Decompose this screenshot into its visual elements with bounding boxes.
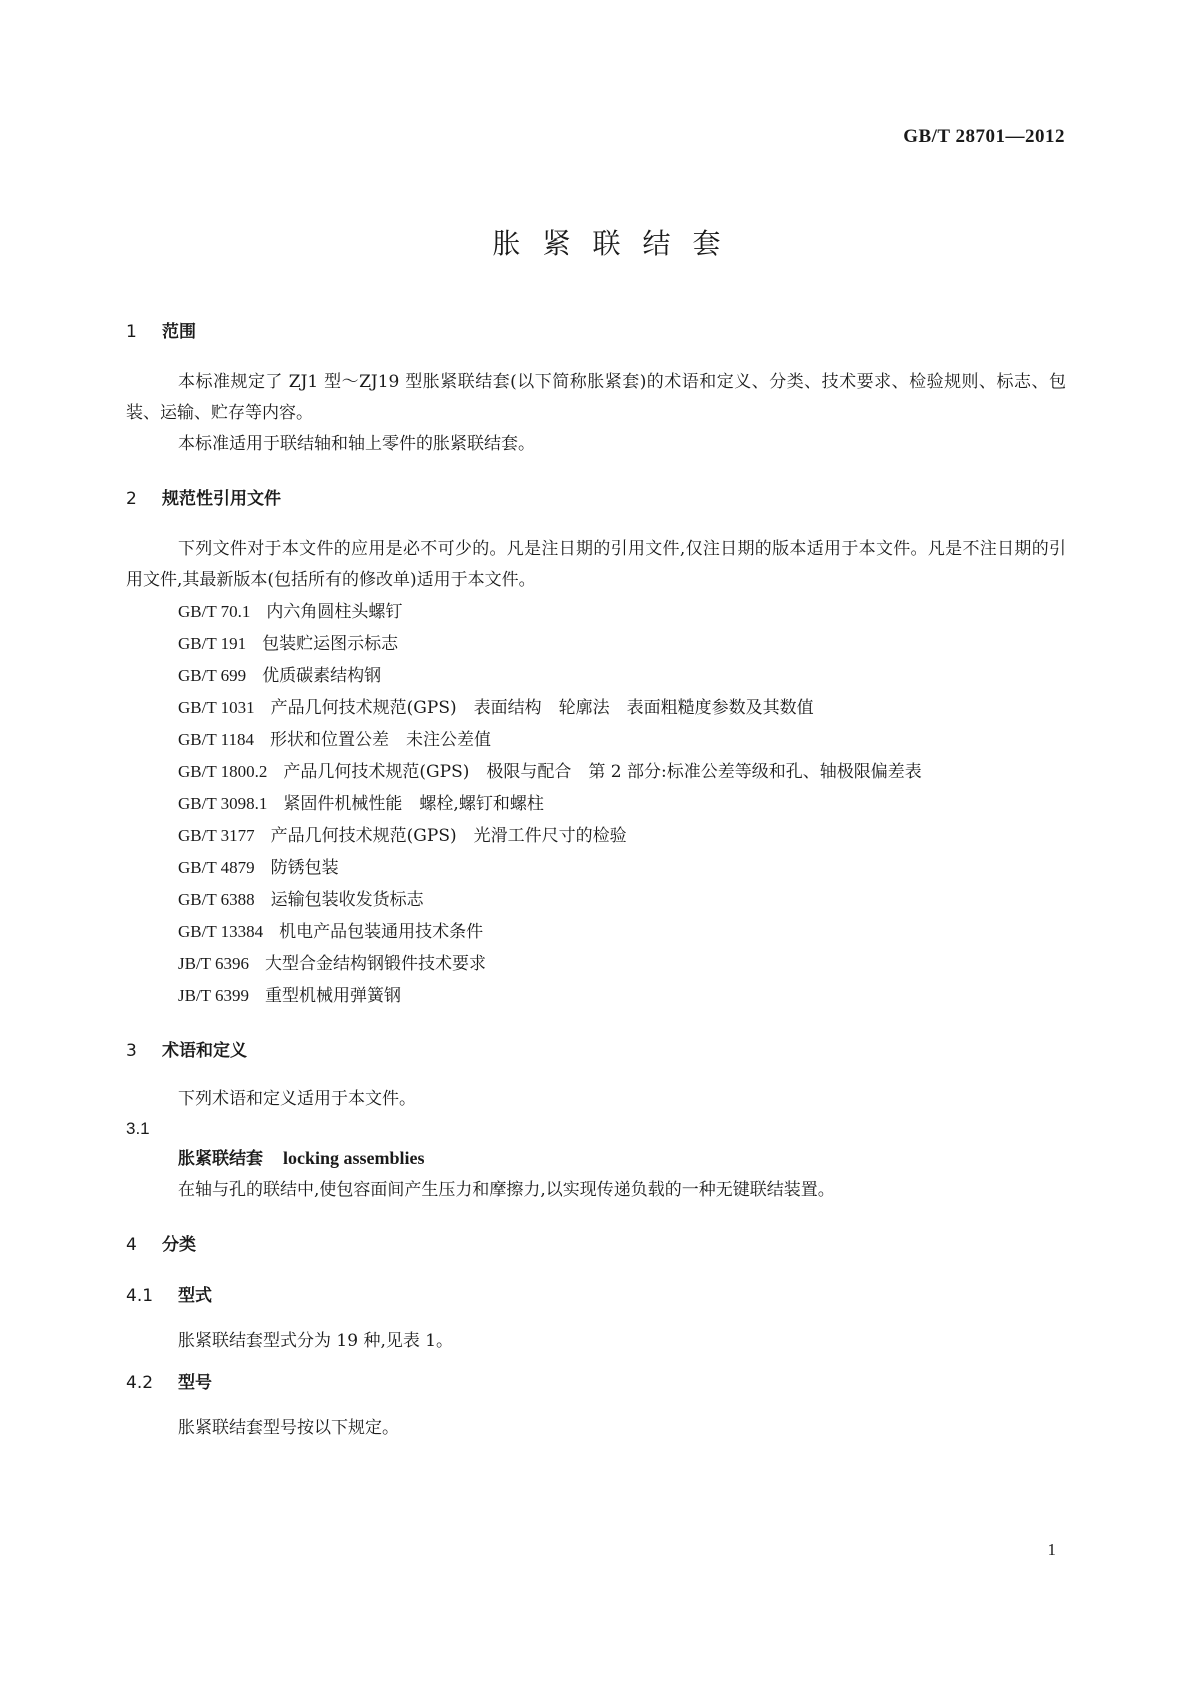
reference-item: JB/T 6399 重型机械用弹簧钢	[178, 986, 402, 1006]
section-title: 规范性引用文件	[162, 489, 281, 509]
reference-item: GB/T 4879 防锈包装	[178, 858, 339, 878]
term-english: locking assemblies	[283, 1148, 425, 1168]
paragraph: 下列术语和定义适用于本文件。	[178, 1089, 416, 1109]
document-body	[126, 318, 1066, 1444]
term-entry	[126, 1143, 1066, 1175]
reference-item: GB/T 699 优质碳素结构钢	[178, 666, 382, 686]
subsection-number: 4.2	[126, 1373, 154, 1393]
reference-item: JB/T 6396 大型合金结构钢锻件技术要求	[178, 954, 487, 974]
reference-item: GB/T 191 包装贮运图示标志	[178, 634, 399, 654]
section-number: 4	[126, 1235, 137, 1255]
term-chinese: 胀紧联结套	[178, 1149, 263, 1169]
paragraph: 本标准适用于联结轴和轴上零件的胀紧联结套。	[178, 434, 535, 454]
reference-item: GB/T 13384 机电产品包装通用技术条件	[178, 922, 484, 942]
page-number: 1	[1047, 1540, 1056, 1559]
reference-item: GB/T 70.1 内六角圆柱头螺钉	[178, 602, 403, 622]
section-title: 术语和定义	[162, 1041, 247, 1061]
reference-item: GB/T 1031 产品几何技术规范(GPS) 表面结构 轮廓法 表面粗糙度参数及其数值	[178, 698, 814, 718]
subsection-4-2-heading	[126, 1369, 1066, 1397]
section-number: 1	[126, 322, 137, 342]
paragraph: 本标准规定了 ZJ1 型～ZJ19 型胀紧联结套(以下简称胀紧套)的术语和定义、分类、技术要求、检验规则、标志、包装、运输、贮存等内容。	[126, 372, 1066, 423]
term-number: 3.1	[126, 1119, 150, 1138]
subsection-number: 4.1	[126, 1286, 154, 1306]
subsection-title: 型号	[178, 1373, 212, 1393]
reference-item: GB/T 1800.2 产品几何技术规范(GPS) 极限与配合 第 2 部分:标准公差等级和孔、轴极限偏差表	[178, 762, 922, 782]
section-title: 范围	[162, 322, 196, 342]
standard-code: GB/T 28701—2012	[903, 126, 1065, 147]
section-number: 2	[126, 489, 137, 509]
subsection-4-1-heading	[126, 1282, 1066, 1310]
section-title: 分类	[162, 1235, 196, 1255]
reference-item: GB/T 3177 产品几何技术规范(GPS) 光滑工件尺寸的检验	[178, 826, 627, 846]
normative-references-list	[126, 596, 1066, 1012]
reference-item: GB/T 1184 形状和位置公差 未注公差值	[178, 730, 492, 750]
subsection-title: 型式	[178, 1286, 212, 1306]
section-4-heading	[126, 1231, 1066, 1259]
document-title: 胀紧联结套	[492, 227, 743, 260]
paragraph: 胀紧联结套型式分为 19 种,见表 1。	[178, 1331, 454, 1351]
term-definition: 在轴与孔的联结中,使包容面间产生压力和摩擦力,以实现传递负载的一种无键联结装置。	[178, 1180, 835, 1200]
reference-item: GB/T 3098.1 紧固件机械性能 螺栓,螺钉和螺柱	[178, 794, 544, 814]
section-number: 3	[126, 1041, 137, 1061]
reference-item: GB/T 6388 运输包装收发货标志	[178, 890, 424, 910]
section-3-heading	[126, 1037, 1066, 1065]
section-2-heading	[126, 485, 1066, 513]
section-1-heading	[126, 318, 1066, 346]
paragraph: 胀紧联结套型号按以下规定。	[178, 1418, 399, 1438]
paragraph: 下列文件对于本文件的应用是必不可少的。凡是注日期的引用文件,仅注日期的版本适用于本文件。凡是不注日期的引用文件,其最新版本(包括所有的修改单)适用于本文件。	[126, 539, 1066, 590]
